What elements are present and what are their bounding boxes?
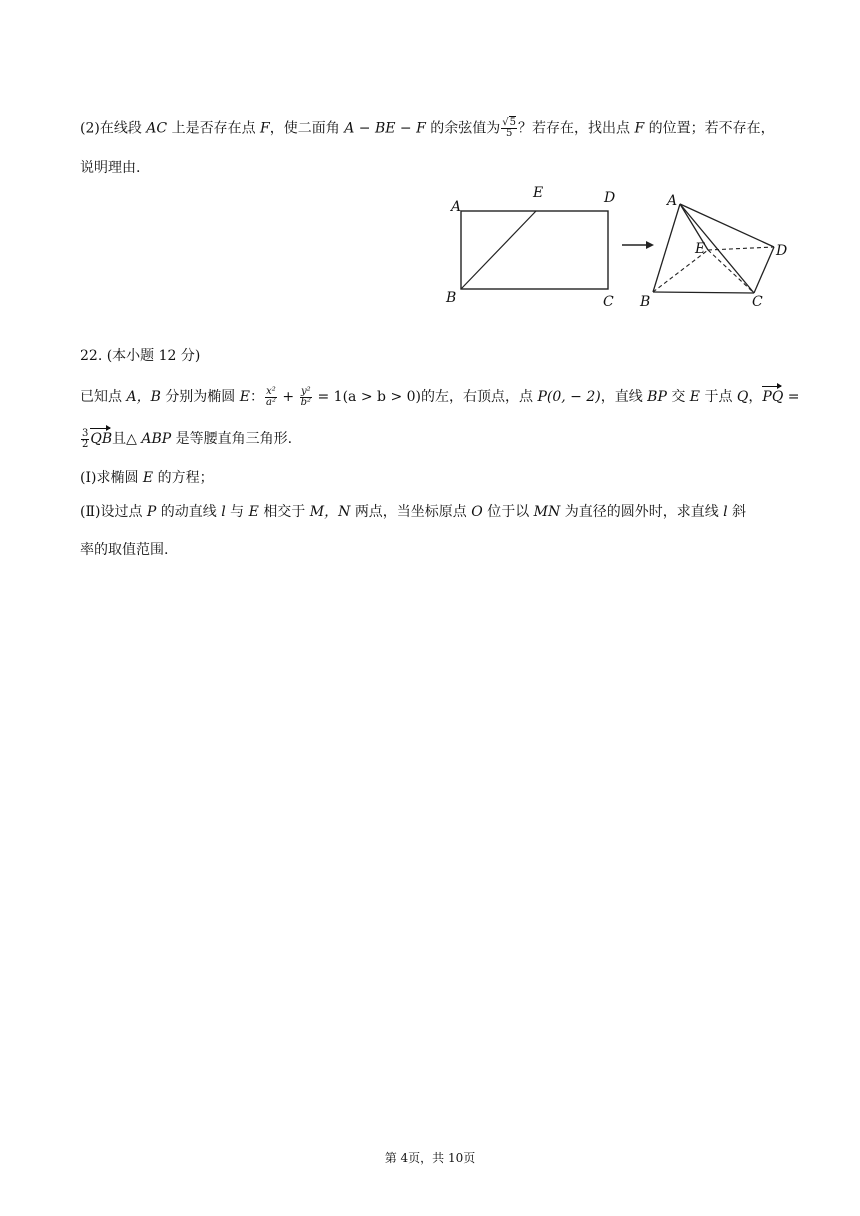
fold-figure [440,185,800,315]
label-A: A [667,193,678,209]
text: ？若存在，找出点 [518,120,630,137]
fraction-3-2 [81,429,89,450]
math-MN: MN [533,504,561,520]
label-C: C [603,294,614,310]
math-E: E [239,389,250,405]
math-equation: = 1(a > b > 0) [317,389,421,405]
rectangle-ABCD [461,211,608,289]
edge-CD [754,247,774,293]
q22-part2-line2: 率的取值范围. [80,542,169,558]
math-P: P(0, − 2) [537,389,601,405]
text: 交 [671,389,686,405]
text: 的位置；若不存在， [648,120,775,137]
math-F: F [260,120,270,137]
edge-BC [653,292,754,293]
text: 的动直线 [160,504,217,520]
text: 斜 [732,504,747,520]
label-D: D [776,243,788,259]
text: 的左，右顶点，点 [421,389,533,405]
folded-figure [639,193,787,310]
label-B: B [446,290,457,306]
edge-ED-dashed [708,247,774,250]
math-E: E [689,389,701,405]
frac-num: x² [266,385,276,397]
q22-line1: 已知点 A，B 分别为椭圆 E： $\frac{\text{x²}}{\text{a²}}$ + $\frac{\text{y²}}{\text{b²}}$ = 1(a > b > 0)的左，右顶点，点 P(0, − 2)，直线 BP 交 E 于点 Q，PQ = [80,385,800,408]
fraction-sqrt5-over-5: $\frac{√5}{5}$ [502,117,516,139]
text: 相交于 [263,504,306,520]
page-footer: 第 4页，共 10页 [384,1151,476,1165]
text: 于点 [704,389,733,405]
vector-QB: QB [90,427,112,449]
label-C: C [752,294,763,310]
edge-AB [653,204,680,292]
text: 且△ [112,431,137,447]
math-E: E [248,504,259,520]
text: 是等腰直角三角形. [175,431,293,447]
vector-PQ: PQ [762,385,783,407]
label-E: E [695,241,706,257]
text: 两点，当坐标原点 [354,504,467,520]
label-E: E [533,185,544,201]
fraction-y2-b2 [300,387,312,408]
frac-den: 2 [82,438,89,450]
math-l: l [723,504,728,520]
frac-den: 5 [505,128,513,139]
math-P: P [146,504,157,520]
arrow-icon [622,241,654,249]
fraction-x2-a2 [265,387,277,408]
math-E: E [142,470,154,486]
math-l: l [221,504,226,520]
text: ， [748,389,763,405]
math-O: O [471,504,483,520]
text: = [783,389,800,405]
text: 已知点 [80,389,122,405]
label-D: D [604,190,616,206]
q21-part2-line2: 说明理由. [80,160,141,176]
edge-EC-dashed [708,250,754,293]
text: 与 [230,504,245,520]
frac-num: 5 [509,117,516,128]
segment-BE [461,211,536,289]
label-B: B [640,294,651,310]
math-dihedral: A − BE − F [344,120,426,137]
text: ，直线 [600,389,643,405]
text: 分别为椭圆 [165,389,236,405]
math-AC: AC [146,120,168,137]
math-MN: M，N [309,504,351,520]
math-F: F [634,120,645,137]
text: 上是否存在点 [171,120,256,137]
q22-heading: 22. (本小题 12 分) [80,348,201,364]
text: (2)在线段 [80,120,142,137]
text: (Ⅰ)求椭圆 [80,470,139,486]
text: 位于以 [487,504,530,520]
q22-part1 [80,468,214,488]
text: ： [250,389,264,405]
frac-num: y² [301,385,311,397]
text: (Ⅱ)设过点 [80,504,143,520]
text: 的余弦值为 [430,120,501,137]
math-AB: A，B [126,389,161,405]
math-ABP: ABP [141,431,172,447]
q21-part2-line1 [80,118,775,139]
text: ，使二面角 [269,120,340,137]
text: 的方程； [157,470,214,486]
frac-den: b² [300,396,312,408]
q22-line2 [80,427,292,450]
q22-part2-line1 [80,502,746,522]
rectangle-figure [445,185,615,310]
edge-AC [680,204,754,293]
math-BP: BP [647,389,667,405]
math-Q: Q [736,389,749,405]
label-A: A [451,199,462,215]
frac-num: 3 [82,427,89,439]
text: 为直径的圆外时，求直线 [564,504,719,520]
frac-den: a² [266,396,276,408]
